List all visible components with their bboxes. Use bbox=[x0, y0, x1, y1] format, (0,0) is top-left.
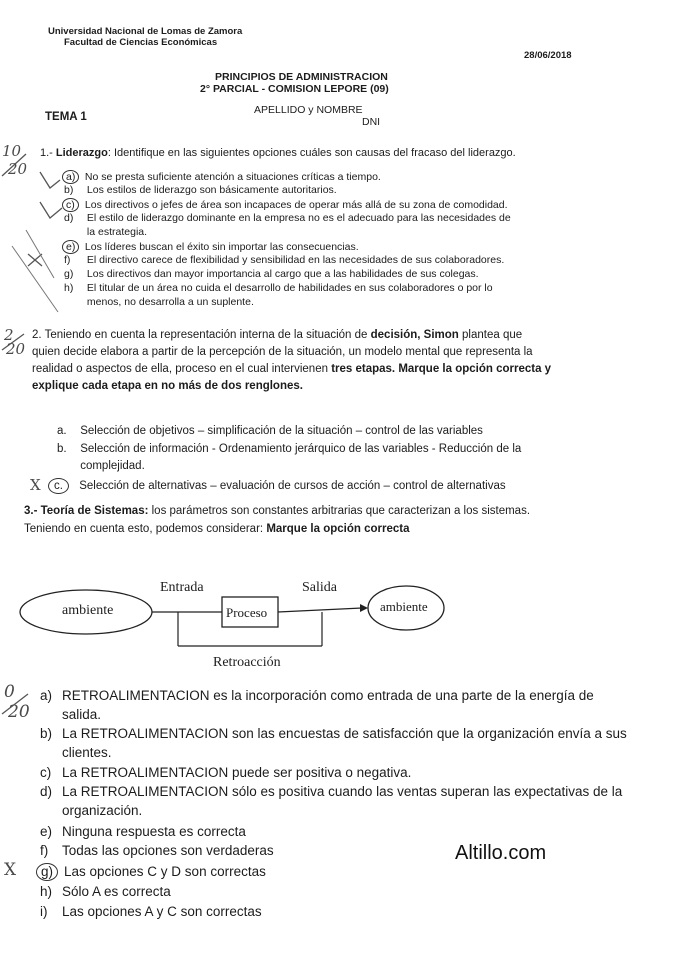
q3-line-1 bbox=[24, 504, 530, 519]
q3-option-i bbox=[40, 904, 262, 919]
q1-option-f-text: El directivo carece de flexibilidad y sensibilidad en las necesidades de sus colaboradores. bbox=[86, 254, 505, 266]
q3-option-a bbox=[40, 688, 594, 703]
q1-key-h: h) bbox=[64, 282, 74, 294]
q1-text: : Identifique en las siguientes opciones cuáles son causas del fracaso del liderazgo. bbox=[107, 147, 516, 159]
q3-option-b-cont bbox=[40, 745, 112, 760]
q1-option-g bbox=[64, 268, 479, 280]
q2-line-1 bbox=[32, 328, 522, 343]
q3-key-d: d) bbox=[40, 784, 53, 799]
diagram-retroaccion: Retroacción bbox=[213, 655, 281, 670]
q1-option-e-text: Los líderes buscan el éxito sin importar las consecuencias. bbox=[84, 241, 359, 253]
q3-text-1: los parámetros son constantes arbitrarias que caracterizan a los sistemas. bbox=[148, 505, 531, 517]
dni-label: DNI bbox=[362, 116, 381, 128]
q2-key-a: a. bbox=[57, 425, 67, 437]
q2-option-b-text: Selección de información - Ordenamiento jerárquico de las variables - Reducción de la bbox=[80, 443, 522, 455]
q2-option-b-text-cont: complejidad. bbox=[80, 460, 145, 472]
q3-option-a-text: RETROALIMENTACION es la incorporación como entrada de una parte de la energía de bbox=[62, 688, 594, 703]
diagram-lines bbox=[0, 570, 700, 680]
score-q2-bottom: 20 bbox=[6, 340, 26, 358]
q3-option-c bbox=[40, 765, 411, 780]
q3-option-b bbox=[40, 726, 627, 741]
diagram-salida: Salida bbox=[302, 580, 337, 595]
q1-option-d-text-cont: la estrategia. bbox=[86, 226, 148, 238]
q3-answer-mark: X bbox=[4, 860, 17, 880]
q3-option-b-text-cont: clientes. bbox=[62, 745, 112, 760]
q2-text-3b: tres etapas. Marque la opción correcta y bbox=[331, 363, 552, 375]
q1-key-a: a) bbox=[62, 170, 79, 184]
q3-option-e-text: Ninguna respuesta es correcta bbox=[62, 824, 246, 839]
q1-number: 1.- bbox=[40, 147, 56, 159]
q1-option-d bbox=[64, 212, 511, 224]
q1-option-b-text: Los estilos de liderazgo son básicamente autoritarios. bbox=[86, 184, 337, 196]
q2-line-4: explique cada etapa en no más de dos renglones. bbox=[32, 380, 303, 392]
q2-line-2: quien decide elabora a partir de la percepción de la situación, un modelo mental que representa la bbox=[32, 346, 533, 358]
score-q1-top: 10 bbox=[2, 142, 22, 160]
q3-text-2b: Marque la opción correcta bbox=[266, 523, 410, 535]
q3-option-d-cont bbox=[40, 803, 142, 818]
q3-key-c: c) bbox=[40, 765, 52, 780]
exam-subtitle: 2° PARCIAL - COMISION LEPORE (09) bbox=[200, 83, 389, 95]
q2-option-c-text: Selección de alternativas – evaluación de cursos de acción – control de alternativas bbox=[79, 480, 506, 492]
q1-key-d: d) bbox=[64, 212, 74, 224]
q3-text-2a: Teniendo en cuenta esto, podemos considerar: bbox=[24, 523, 267, 535]
q1-option-c-text: Los directivos o jefes de área son incapaces de operar más allá de su zona de comodidad. bbox=[84, 199, 508, 211]
q3-key-i: i) bbox=[40, 904, 48, 919]
q1-option-g-text: Los directivos dan mayor importancia al cargo que a las habilidades de sus colegas. bbox=[86, 268, 479, 280]
q1-option-d-text: El estilo de liderazgo dominante en la empresa no es el adecuado para las necesidades de bbox=[86, 212, 511, 224]
q2-option-a bbox=[57, 425, 483, 437]
q1-option-h-cont bbox=[64, 296, 254, 308]
score-q1-bottom: 20 bbox=[8, 160, 28, 178]
q2-line-3 bbox=[32, 362, 551, 377]
handwritten-check-marks bbox=[0, 166, 70, 316]
q1-option-f bbox=[64, 254, 504, 266]
university-name: Universidad Nacional de Lomas de Zamora bbox=[48, 26, 243, 37]
q3-option-a-cont bbox=[40, 707, 101, 722]
q1-key-b: b) bbox=[64, 184, 74, 196]
q1-option-h bbox=[64, 282, 493, 294]
q1-key-c: c) bbox=[62, 198, 79, 212]
q3-key-g: g) bbox=[36, 863, 58, 881]
q2-option-a-text: Selección de objetivos – simplificación de la situación – control de las variables bbox=[80, 425, 483, 437]
q2-text-1c: plantea que bbox=[458, 329, 523, 341]
q2-text-3a: realidad o aspectos de ella, proceso en el cual intervienen bbox=[32, 363, 332, 375]
q3-option-g-text: Las opciones C y D son correctas bbox=[64, 864, 266, 879]
q2-option-b bbox=[57, 443, 521, 455]
course-title: PRINCIPIOS DE ADMINISTRACION bbox=[215, 71, 388, 83]
q1-option-h-text: El titular de un área no cuida el desarrollo de habilidades en sus colaboradores o por lo bbox=[86, 282, 493, 294]
q3-key-b: b) bbox=[40, 726, 53, 741]
watermark-altillo: Altillo.com bbox=[455, 842, 547, 864]
faculty-name: Facultad de Ciencias Económicas bbox=[64, 37, 218, 48]
q3-option-i-text: Las opciones A y C son correctas bbox=[62, 904, 262, 919]
q3-option-h bbox=[40, 884, 171, 899]
q1-option-e bbox=[62, 240, 359, 254]
q2-text-1a: 2. Teniendo en cuenta la representación interna de la situación de bbox=[32, 329, 371, 341]
q1-option-a bbox=[62, 170, 381, 184]
tema-label: TEMA 1 bbox=[45, 111, 87, 123]
q3-option-d-text-cont: organización. bbox=[62, 803, 143, 818]
score-q3-bottom: 20 bbox=[8, 702, 30, 722]
q3-line-2 bbox=[24, 522, 409, 537]
q1-option-d-cont bbox=[64, 226, 147, 238]
q3-key-e: e) bbox=[40, 824, 53, 839]
q3-topic: 3.- Teoría de Sistemas: bbox=[24, 505, 149, 517]
q1-key-g: g) bbox=[64, 268, 74, 280]
q3-option-d-text: La RETROALIMENTACION sólo es positiva cuando las ventas superan las expectativas de la bbox=[62, 784, 623, 799]
q2-key-c: c. bbox=[48, 478, 69, 494]
diagram-ambiente-right: ambiente bbox=[380, 599, 428, 614]
q3-option-g bbox=[36, 863, 266, 881]
score-q2-top: 2 bbox=[4, 326, 14, 344]
q1-option-h-text-cont: menos, no desarrolla a un suplente. bbox=[86, 296, 254, 308]
apellido-label: APELLIDO y NOMBRE bbox=[254, 104, 363, 116]
q3-option-e bbox=[40, 824, 246, 839]
q2-option-c bbox=[48, 478, 506, 494]
score-q3-top: 0 bbox=[4, 682, 15, 702]
exam-date: 28/06/2018 bbox=[524, 50, 572, 61]
diagram-proceso: Proceso bbox=[226, 605, 268, 620]
diagram-entrada: Entrada bbox=[160, 580, 204, 595]
q3-option-f bbox=[40, 843, 274, 858]
q3-key-h: h) bbox=[40, 884, 53, 899]
q1-key-f: f) bbox=[64, 254, 71, 266]
q1-option-c bbox=[62, 198, 508, 212]
q1-option-b bbox=[64, 184, 337, 196]
q2-key-b: b. bbox=[57, 443, 67, 455]
q3-key-a: a) bbox=[40, 688, 53, 703]
q2-answer-mark: X bbox=[30, 476, 41, 494]
q2-option-b-cont bbox=[57, 460, 145, 472]
q3-option-c-text: La RETROALIMENTACION puede ser positiva o negativa. bbox=[62, 765, 412, 780]
q1-topic: Liderazgo bbox=[55, 147, 108, 159]
q1-prompt bbox=[40, 147, 516, 159]
q3-key-f: f) bbox=[40, 843, 49, 858]
q3-option-d bbox=[40, 784, 622, 799]
q3-option-h-text: Sólo A es correcta bbox=[62, 884, 171, 899]
diagram-ambiente-left: ambiente bbox=[62, 603, 114, 618]
system-diagram bbox=[0, 570, 700, 680]
q1-option-a-text: No se presta suficiente atención a situaciones críticas a tiempo. bbox=[84, 171, 381, 183]
q2-text-1b: decisión, Simon bbox=[370, 329, 459, 341]
q1-key-e: e) bbox=[62, 240, 79, 254]
q3-option-f-text: Todas las opciones son verdaderas bbox=[62, 843, 274, 858]
q3-option-b-text: La RETROALIMENTACION son las encuestas de satisfacción que la organización envía a sus bbox=[62, 726, 627, 741]
q3-option-a-text-cont: salida. bbox=[62, 707, 102, 722]
